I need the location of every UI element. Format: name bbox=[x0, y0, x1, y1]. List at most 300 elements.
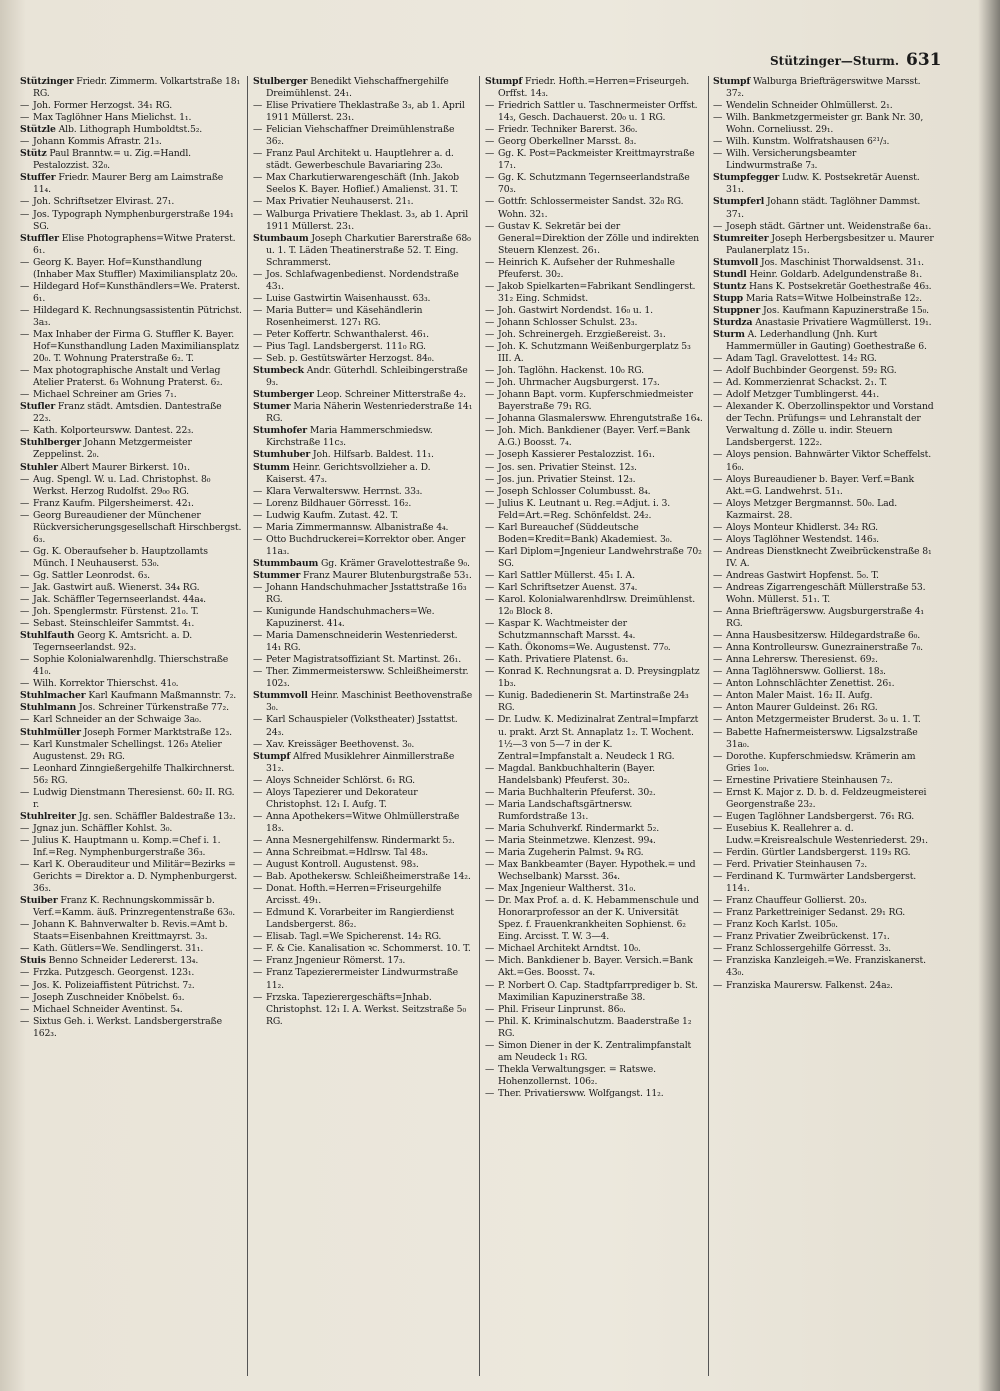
entry-text: Edmund K. Vorarbeiter im Rangierdienst Landsbergerst. 86₂. bbox=[266, 907, 454, 931]
entry-text: Karl Schriftsetzer Auenst. 37₄. bbox=[498, 581, 638, 593]
directory-entry bbox=[713, 678, 935, 690]
page-number: 631 bbox=[906, 50, 942, 70]
ditto-dash: — bbox=[485, 798, 495, 810]
directory-entry-head bbox=[20, 727, 242, 739]
ditto-dash: — bbox=[20, 100, 30, 112]
surname: Stuiber bbox=[20, 895, 58, 907]
directory-entry bbox=[713, 955, 935, 979]
directory-entry bbox=[713, 907, 935, 919]
directory-entry bbox=[485, 124, 703, 136]
entry-text: Hildegard K. Rechnungsassistentin Pütrichst. 3a₃. bbox=[33, 304, 242, 328]
entry-text: Franz Jngenieur Römerst. 17₃. bbox=[266, 955, 406, 967]
directory-entry bbox=[253, 811, 473, 835]
entry-text: Anton Maler Maist. 16₂ II. Aufg. bbox=[726, 690, 873, 702]
entry-text: Joh. K. Schutzmann Weißenburgerplatz 5₃ III. A. bbox=[498, 341, 691, 365]
ditto-dash: — bbox=[485, 328, 495, 340]
directory-entry bbox=[485, 787, 703, 799]
directory-entry-head bbox=[713, 269, 935, 281]
column-4 bbox=[713, 76, 935, 1376]
directory-entry bbox=[253, 666, 473, 690]
entry-text: Anna Hausbesitzersw. Hildegardstraße 6₀. bbox=[726, 630, 921, 642]
directory-entry-head bbox=[713, 257, 935, 269]
directory-entry bbox=[253, 209, 473, 233]
directory-entry bbox=[20, 257, 242, 281]
ditto-dash: — bbox=[713, 750, 723, 762]
ditto-dash: — bbox=[713, 919, 723, 931]
entry-text: Anna Briefträgersww. Augsburgerstraße 4₁ RG. bbox=[726, 606, 925, 630]
ditto-dash: — bbox=[20, 256, 30, 268]
ditto-dash: — bbox=[713, 449, 723, 461]
entry-text: Karl Kunstmaler Schellingst. 126₃ Atelier Augustenst. 29₁ RG. bbox=[33, 738, 222, 762]
entry-text: Franz Paul Architekt u. Hauptlehrer a. d. städt. Gewerbeschule Bavariaring 23₀. bbox=[266, 148, 454, 172]
entry-text: Maria Damenschneiderin Westenriederst. 14₁ RG. bbox=[266, 630, 458, 654]
entry-text: Karl Schneider an der Schwaige 3a₀. bbox=[33, 714, 202, 726]
entry-text: Pius Tagl. Landsbergerst. 111₀ RG. bbox=[266, 341, 426, 353]
surname: Stütz bbox=[20, 148, 47, 160]
entry-text: Franz Schlossergehilfe Görresst. 3₃. bbox=[726, 943, 891, 955]
ditto-dash: — bbox=[253, 100, 263, 112]
entry-text: Dr. Max Prof. a. d. K. Hebammenschule und Honorarprofessor an der K. Universität Spez. f. Frauenkrankheiten Sophienst. 6₂ Eing. Arcisst. T. W. 3—4. bbox=[498, 895, 699, 943]
directory-entry bbox=[253, 269, 473, 293]
ditto-dash: — bbox=[713, 654, 723, 666]
entry-text: Johann Handschuhmacher Jsstattstraße 16₃ RG. bbox=[266, 581, 467, 606]
entry-text: Kunig. Badedienerin St. Martinstraße 24₃ RG. bbox=[498, 690, 689, 714]
ditto-dash: — bbox=[713, 955, 723, 967]
surname: Stumpf bbox=[253, 750, 291, 762]
directory-entry bbox=[485, 486, 703, 498]
ditto-dash: — bbox=[253, 353, 263, 365]
surname: Stuhlmacher bbox=[20, 690, 86, 702]
directory-entry bbox=[20, 1016, 242, 1040]
ditto-dash: — bbox=[20, 581, 30, 593]
entry-text: Johann Metzgermeister Zeppelinst. 2₀. bbox=[33, 437, 192, 461]
ditto-dash: — bbox=[485, 220, 495, 232]
directory-entry bbox=[485, 413, 703, 425]
directory-entry bbox=[253, 293, 473, 305]
entry-text: Jos. Schlafwagenbedienst. Nordendstraße 43₁. bbox=[266, 268, 459, 292]
ditto-dash: — bbox=[485, 955, 495, 967]
entry-text: Joh. Spenglermstr. Fürstenst. 21₀. T. bbox=[33, 606, 199, 618]
surname: Stumbaum bbox=[253, 232, 309, 244]
ditto-dash: — bbox=[485, 714, 495, 726]
entry-text: Frzka. Putzgesch. Georgenst. 123₁. bbox=[33, 967, 195, 979]
entry-text: Maria Zimmermannsw. Albanistraße 4₄. bbox=[266, 521, 449, 533]
ditto-dash: — bbox=[253, 774, 263, 786]
entry-text: Walburga Privatiere Theklast. 3₃, ab 1. April 1911 Müllerst. 23₁. bbox=[266, 208, 469, 232]
directory-entry bbox=[713, 353, 935, 365]
ditto-dash: — bbox=[20, 425, 30, 437]
ditto-dash: — bbox=[485, 666, 495, 678]
directory-entry bbox=[253, 871, 473, 883]
directory-entry bbox=[713, 847, 935, 859]
directory-entry bbox=[713, 582, 935, 606]
entry-text: Andreas Gastwirt Hopfenst. 5₀. T. bbox=[726, 569, 879, 581]
entry-text: Gg. K. Oberaufseher b. Hauptzollamts Münch. I Neuhauserst. 53₀. bbox=[33, 545, 208, 569]
surname: Stufler bbox=[20, 401, 56, 413]
ditto-dash: — bbox=[713, 895, 723, 907]
directory-entry bbox=[485, 317, 703, 329]
entry-text: Max photographische Anstalt und Verlag Atelier Praterst. 6₃ Wohnung Praterst. 6₂. bbox=[33, 365, 223, 389]
directory-entry-head bbox=[20, 811, 242, 823]
ditto-dash: — bbox=[485, 1015, 495, 1027]
entry-text: Joh. Schriftsetzer Elvirast. 27₁. bbox=[33, 196, 175, 208]
entry-text: Jg. sen. Schäffler Baldestraße 13₂. bbox=[78, 810, 236, 822]
ditto-dash: — bbox=[20, 714, 30, 726]
entry-text: Jak. Schäffler Tegernseerlandst. 44a₄. bbox=[33, 594, 206, 606]
ditto-dash: — bbox=[253, 738, 263, 750]
entry-text: Georg Bureaudiener der Münchener Rückversicherungsgesellschaft Hirschbergst. 6₃. bbox=[33, 509, 242, 545]
directory-entry bbox=[253, 124, 473, 148]
directory-entry bbox=[20, 582, 242, 594]
entry-text: Karl Sattler Müllerst. 45₁ I. A. bbox=[498, 569, 635, 581]
directory-entry bbox=[485, 895, 703, 943]
ditto-dash: — bbox=[253, 883, 263, 895]
ditto-dash: — bbox=[20, 497, 30, 509]
directory-entry bbox=[485, 449, 703, 461]
ditto-dash: — bbox=[485, 124, 495, 136]
ditto-dash: — bbox=[20, 1015, 30, 1027]
entry-text: Maria Butter= und Käsehändlerin Rosenheimerst. 127₁ RG. bbox=[266, 304, 423, 328]
directory-entry bbox=[485, 377, 703, 389]
entry-text: Maria Hammerschmiedsw. Kirchstraße 11c₃. bbox=[266, 425, 433, 449]
ditto-dash: — bbox=[713, 931, 723, 943]
ditto-dash: — bbox=[253, 907, 263, 919]
ditto-dash: — bbox=[713, 148, 723, 160]
ditto-dash: — bbox=[20, 509, 30, 521]
ditto-dash: — bbox=[485, 654, 495, 666]
directory-entry bbox=[713, 751, 935, 775]
entry-text: Leop. Schreiner Mitterstraße 4₂. bbox=[316, 389, 466, 401]
directory-entry bbox=[485, 666, 703, 690]
directory-entry bbox=[713, 401, 935, 449]
directory-entry bbox=[253, 847, 473, 859]
entry-text: Adolf Buchbinder Georgenst. 59₂ RG. bbox=[726, 365, 897, 377]
entry-text: Alfred Musiklehrer Ainmillerstraße 31₂. bbox=[266, 750, 455, 774]
entry-text: Adam Tagl. Gravelottest. 14₂ RG. bbox=[726, 353, 877, 365]
ditto-dash: — bbox=[253, 666, 263, 678]
directory-entry bbox=[20, 714, 242, 726]
ditto-dash: — bbox=[713, 786, 723, 798]
entry-text: Thekla Verwaltungsger. = Ratswe. Hohenzollernst. 106₂. bbox=[498, 1063, 656, 1087]
directory-entry bbox=[713, 100, 935, 112]
ditto-dash: — bbox=[20, 618, 30, 630]
entry-text: Phil. Friseur Linprunst. 86₀. bbox=[498, 1003, 626, 1015]
entry-text: Joseph Herbergsbesitzer u. Maurer Paulanerplatz 15₁. bbox=[726, 232, 934, 256]
entry-text: Albert Maurer Birkerst. 10₁. bbox=[60, 461, 190, 473]
ditto-dash: — bbox=[713, 690, 723, 702]
entry-text: Wendelin Schneider Ohlmüllerst. 2₁. bbox=[726, 100, 893, 112]
column-2 bbox=[253, 76, 473, 1376]
ditto-dash: — bbox=[20, 365, 30, 377]
ditto-dash: — bbox=[713, 859, 723, 871]
ditto-dash: — bbox=[485, 100, 495, 112]
ditto-dash: — bbox=[253, 931, 263, 943]
surname: Stulberger bbox=[253, 76, 308, 87]
directory-entry bbox=[713, 727, 935, 751]
entry-text: Georg K. Bayer. Hof=Kunsthandlung (Inhaber Max Stuffler) Maximiliansplatz 20₀. bbox=[33, 256, 238, 280]
entry-text: Maria Näherin Westenriederstraße 14₁ RG. bbox=[266, 401, 473, 425]
entry-text: Anna Kontrolleursw. Gunezrainerstraße 7₀. bbox=[726, 642, 923, 654]
entry-text: Jak. Gastwirt auß. Wienerst. 34₄ RG. bbox=[33, 581, 200, 593]
entry-text: Gottfr. Schlossermeister Sandst. 32₀ RG. Wohn. 32₁. bbox=[498, 196, 684, 220]
entry-text: Wilh. Bankmetzgermeister gr. Bank Nr. 30, Wohn. Corneliusst. 29₁. bbox=[726, 112, 924, 136]
ditto-dash: — bbox=[20, 328, 30, 340]
directory-entry bbox=[485, 570, 703, 582]
ditto-dash: — bbox=[485, 497, 495, 509]
directory-entry bbox=[713, 534, 935, 546]
ditto-dash: — bbox=[713, 100, 723, 112]
ditto-dash: — bbox=[713, 136, 723, 148]
entry-text: Babette Hafnermeistersww. Ligsalzstraße 31a₀. bbox=[726, 726, 918, 750]
ditto-dash: — bbox=[253, 485, 263, 497]
entry-text: Adolf Metzger Tumblingerst. 44₁. bbox=[726, 389, 880, 401]
directory-entry bbox=[713, 871, 935, 895]
directory-entry bbox=[713, 112, 935, 136]
entry-text: Anton Lohnschlächter Zenettist. 26₁. bbox=[726, 678, 895, 690]
directory-entry bbox=[20, 980, 242, 992]
entry-text: Frzska. Tapezierergeschäfts=Jnhab. Christophst. 12₁ I. A. Werkst. Seitzstraße 5₀ RG. bbox=[266, 991, 467, 1027]
ditto-dash: — bbox=[253, 714, 263, 726]
directory-entry bbox=[253, 859, 473, 871]
entry-text: Andr. Güterhdl. Schleibingerstraße 9₃. bbox=[266, 365, 468, 389]
ditto-dash: — bbox=[485, 1063, 495, 1075]
directory-entry bbox=[485, 642, 703, 654]
directory-entry bbox=[253, 341, 473, 353]
ditto-dash: — bbox=[485, 316, 495, 328]
ditto-dash: — bbox=[713, 521, 723, 533]
entry-text: Gg. Sattler Leonrodst. 6₃. bbox=[33, 569, 150, 581]
entry-text: Luise Gastwirtin Waisenhausst. 63₃. bbox=[266, 292, 431, 304]
surname: Stumpf bbox=[485, 76, 523, 87]
ditto-dash: — bbox=[253, 630, 263, 642]
entry-text: Karl Kaufmann Maßmannstr. 7₂. bbox=[88, 690, 237, 702]
ditto-dash: — bbox=[20, 545, 30, 557]
entry-text: Anna Lehrersw. Theresienst. 69₂. bbox=[726, 654, 878, 666]
directory-entry bbox=[20, 546, 242, 570]
entry-text: Kaspar K. Wachtmeister der Schutzmannschaft Marsst. 4₄. bbox=[498, 618, 636, 642]
directory-entry bbox=[20, 365, 242, 389]
surname: Stumreiter bbox=[713, 232, 769, 244]
entry-text: Maria Schuhverkf. Rindermarkt 5₂. bbox=[498, 822, 660, 834]
directory-entry bbox=[713, 389, 935, 401]
directory-entry bbox=[485, 1064, 703, 1088]
directory-entry bbox=[485, 980, 703, 1004]
directory-entry bbox=[253, 522, 473, 534]
directory-entry bbox=[253, 196, 473, 208]
directory-entry bbox=[20, 112, 242, 124]
ditto-dash: — bbox=[20, 196, 30, 208]
entry-text: Wilh. Kunstm. Wolfratshausen 6²¹/₃. bbox=[726, 136, 890, 148]
ditto-dash: — bbox=[713, 822, 723, 834]
entry-text: Wilh. Versicherungsbeamter Lindwurmstraße 7₃. bbox=[726, 148, 857, 172]
directory-entry bbox=[20, 859, 242, 895]
directory-entry bbox=[20, 835, 242, 859]
surname: Stumhofer bbox=[253, 425, 308, 437]
ditto-dash: — bbox=[20, 979, 30, 991]
ditto-dash: — bbox=[253, 810, 263, 822]
entry-text: Johann Bapt. vorm. Kupferschmiedmeister Bayerstraße 79₁ RG. bbox=[498, 389, 693, 413]
entry-text: Joseph Charkutier Barerstraße 68₀ u. 1. T. Läden Theatinerstraße 52. T. Eing. Schrammerst. bbox=[266, 232, 471, 268]
entry-text: Aloys pension. Bahnwärter Viktor Scheffelst. 16₀. bbox=[726, 449, 932, 473]
directory-entry bbox=[485, 690, 703, 714]
surname: Stumer bbox=[253, 401, 291, 413]
directory-entry-head bbox=[713, 233, 935, 257]
entry-text: Elise Privatiere Theklastraße 3₃, ab 1. April 1911 Müllerst. 23₁. bbox=[266, 100, 465, 124]
directory-entry-head bbox=[20, 172, 242, 196]
surname: Stuffler bbox=[20, 232, 59, 244]
entry-text: Joseph Schlosser Columbusst. 8₄. bbox=[498, 485, 651, 497]
directory-entry-head bbox=[20, 702, 242, 714]
ditto-dash: — bbox=[253, 509, 263, 521]
ditto-dash: — bbox=[485, 834, 495, 846]
ditto-dash: — bbox=[713, 943, 723, 955]
entry-text: Gustav K. Sekretär bei der General=Direktion der Zölle und indirekten Steuern Klenzest. 26₁. bbox=[498, 220, 700, 256]
ditto-dash: — bbox=[253, 786, 263, 798]
directory-entry bbox=[20, 992, 242, 1004]
directory-entry bbox=[20, 919, 242, 943]
entry-text: Maria Zugeherin Palmst. 9₄ RG. bbox=[498, 847, 644, 858]
ditto-dash: — bbox=[20, 389, 30, 401]
ditto-dash: — bbox=[253, 124, 263, 136]
entry-text: Peter Koffertr. Schwanthalerst. 46₁. bbox=[266, 328, 429, 340]
ditto-dash: — bbox=[485, 521, 495, 533]
directory-entry-head bbox=[20, 233, 242, 257]
entry-text: Kath. Kolporteursww. Dantest. 22₃. bbox=[33, 425, 194, 437]
entry-text: Mich. Bankdiener b. Bayer. Versich.=Bank Akt.=Ges. Boosst. 7₄. bbox=[498, 955, 693, 979]
directory-entry-head bbox=[253, 425, 473, 449]
entry-text: Kunigunde Handschuhmachers=We. Kapuzinerst. 41₄. bbox=[266, 606, 435, 630]
directory-entry bbox=[253, 582, 473, 606]
ditto-dash: — bbox=[20, 859, 30, 871]
directory-entry bbox=[253, 714, 473, 738]
ditto-dash: — bbox=[485, 1003, 495, 1015]
directory-entry bbox=[20, 654, 242, 678]
entry-text: Joseph Zuschneider Knöbelst. 6₃. bbox=[33, 991, 185, 1003]
ditto-dash: — bbox=[253, 148, 263, 160]
ditto-dash: — bbox=[713, 545, 723, 557]
entry-text: Heinr. Goldarb. Adelgundenstraße 8₁. bbox=[749, 268, 923, 280]
directory-entry bbox=[485, 823, 703, 835]
directory-entry bbox=[253, 943, 473, 955]
directory-entry bbox=[485, 799, 703, 823]
directory-entry-head bbox=[20, 76, 242, 100]
entry-text: Heinrich K. Aufseher der Ruhmeshalle Pfeuferst. 30₂. bbox=[498, 256, 675, 280]
ditto-dash: — bbox=[485, 449, 495, 461]
entry-text: Jos. jun. Privatier Steinst. 12₃. bbox=[498, 473, 636, 485]
ditto-dash: — bbox=[713, 112, 723, 124]
entry-text: Benedikt Viehschaffnergehilfe Dreimühlenst. 24₁. bbox=[266, 76, 449, 100]
directory-entry bbox=[20, 570, 242, 582]
ditto-dash: — bbox=[20, 822, 30, 834]
entry-text: Friedr. Zimmerm. Volkartstraße 18₁ RG. bbox=[33, 76, 241, 100]
entry-text: Magdal. Bankbuchhalterin (Bayer. Handelsbank) Pfeuferst. 30₂. bbox=[498, 762, 655, 786]
ditto-dash: — bbox=[713, 979, 723, 991]
ditto-dash: — bbox=[253, 847, 263, 858]
ditto-dash: — bbox=[485, 413, 495, 425]
ditto-dash: — bbox=[713, 678, 723, 690]
directory-entry bbox=[20, 209, 242, 233]
entry-text: Joh. Gastwirt Nordendst. 16₀ u. 1. bbox=[498, 304, 653, 316]
ditto-dash: — bbox=[485, 280, 495, 292]
entry-text: Franz Privatier Zweibrückenst. 17₁. bbox=[726, 931, 890, 943]
entry-text: Ferdin. Gürtler Landsbergerst. 119₃ RG. bbox=[726, 847, 911, 858]
entry-text: Georg K. Amtsricht. a. D. Tegernseerlandst. 92₃. bbox=[33, 630, 193, 654]
entry-text: Jos. Typograph Nymphenburgerstraße 194₁ SG. bbox=[33, 208, 234, 232]
directory-entry bbox=[485, 955, 703, 979]
entry-text: Johann Kommis Afrastr. 21₃. bbox=[33, 136, 162, 148]
directory-entry bbox=[253, 835, 473, 847]
directory-entry-head bbox=[20, 690, 242, 702]
surname: Stuhler bbox=[20, 461, 58, 473]
surname: Stumbeck bbox=[253, 365, 304, 377]
directory-entry bbox=[253, 329, 473, 341]
directory-entry-head bbox=[253, 462, 473, 486]
directory-entry-head bbox=[253, 690, 473, 714]
directory-entry bbox=[485, 1088, 703, 1100]
directory-entry bbox=[20, 474, 242, 498]
ditto-dash: — bbox=[713, 401, 723, 413]
ditto-dash: — bbox=[20, 919, 30, 931]
directory-entry bbox=[485, 100, 703, 124]
directory-entry bbox=[253, 775, 473, 787]
ditto-dash: — bbox=[713, 365, 723, 377]
directory-entry bbox=[485, 859, 703, 883]
ditto-dash: — bbox=[713, 847, 723, 858]
entry-text: Max Taglöhner Hans Mielichst. 1₁. bbox=[33, 112, 192, 124]
entry-text: Jos. Maschinist Thorwaldsenst. 31₁. bbox=[760, 256, 924, 268]
entry-text: Joseph Kassierer Pestalozzist. 16₁. bbox=[498, 449, 655, 461]
entry-text: Maria Steinmetzwe. Klenzest. 99₄. bbox=[498, 834, 656, 846]
directory-entry bbox=[713, 943, 935, 955]
directory-entry-head bbox=[253, 365, 473, 389]
directory-entry bbox=[485, 341, 703, 365]
entry-text: Andreas Zigarrengeschäft Müllerstraße 53. Wohn. Müllerst. 51₁. T. bbox=[726, 581, 926, 606]
entry-text: Aloys Taglöhner Westendst. 146₃. bbox=[726, 533, 879, 545]
entry-text: Jos. Schreiner Türkenstraße 77₂. bbox=[78, 702, 229, 714]
directory-entry bbox=[485, 1004, 703, 1016]
entry-text: Johanna Glasmalersww. Ehrengutstraße 16₄. bbox=[498, 413, 703, 425]
ditto-dash: — bbox=[253, 955, 263, 967]
entry-text: Friedrich Sattler u. Taschnermeister Orffst. 14₃, Gesch. Dachauerst. 20₀ u. 1 RG. bbox=[498, 100, 698, 124]
ditto-dash: — bbox=[253, 871, 263, 883]
entry-text: Gg. K. Schutzmann Tegernseerlandstraße 70₃. bbox=[498, 172, 690, 196]
directory-entry bbox=[485, 763, 703, 787]
entry-text: Aug. Spengl. W. u. Lad. Christophst. 8₀ Werkst. Herzog Rudolfst. 29₀₀ RG. bbox=[33, 473, 211, 497]
directory-entry-head bbox=[253, 570, 473, 582]
ditto-dash: — bbox=[485, 642, 495, 654]
entry-text: Maria Rats=Witwe Holbeinstraße 12₂. bbox=[745, 292, 922, 304]
ditto-dash: — bbox=[713, 907, 723, 919]
ditto-dash: — bbox=[253, 497, 263, 509]
ditto-dash: — bbox=[713, 353, 723, 365]
surname: Stummbaum bbox=[253, 557, 319, 569]
surname: Stützle bbox=[20, 124, 56, 136]
surname: Stuhlberger bbox=[20, 437, 82, 449]
entry-text: Franz Parkettreiniger Sedanst. 29₁ RG. bbox=[726, 907, 906, 919]
surname: Stuffer bbox=[20, 172, 56, 184]
entry-text: Eusebius K. Reallehrer a. d. Ludw.=Kreisrealschule Westenriederst. 29₁. bbox=[726, 822, 928, 846]
directory-entry bbox=[713, 570, 935, 582]
directory-entry bbox=[20, 763, 242, 787]
directory-entry bbox=[485, 474, 703, 486]
ditto-dash: — bbox=[485, 1039, 495, 1051]
ditto-dash: — bbox=[485, 365, 495, 377]
ditto-dash: — bbox=[485, 762, 495, 774]
directory-entry bbox=[20, 281, 242, 305]
ditto-dash: — bbox=[485, 377, 495, 389]
column-3 bbox=[485, 76, 703, 1376]
ditto-dash: — bbox=[253, 292, 263, 304]
